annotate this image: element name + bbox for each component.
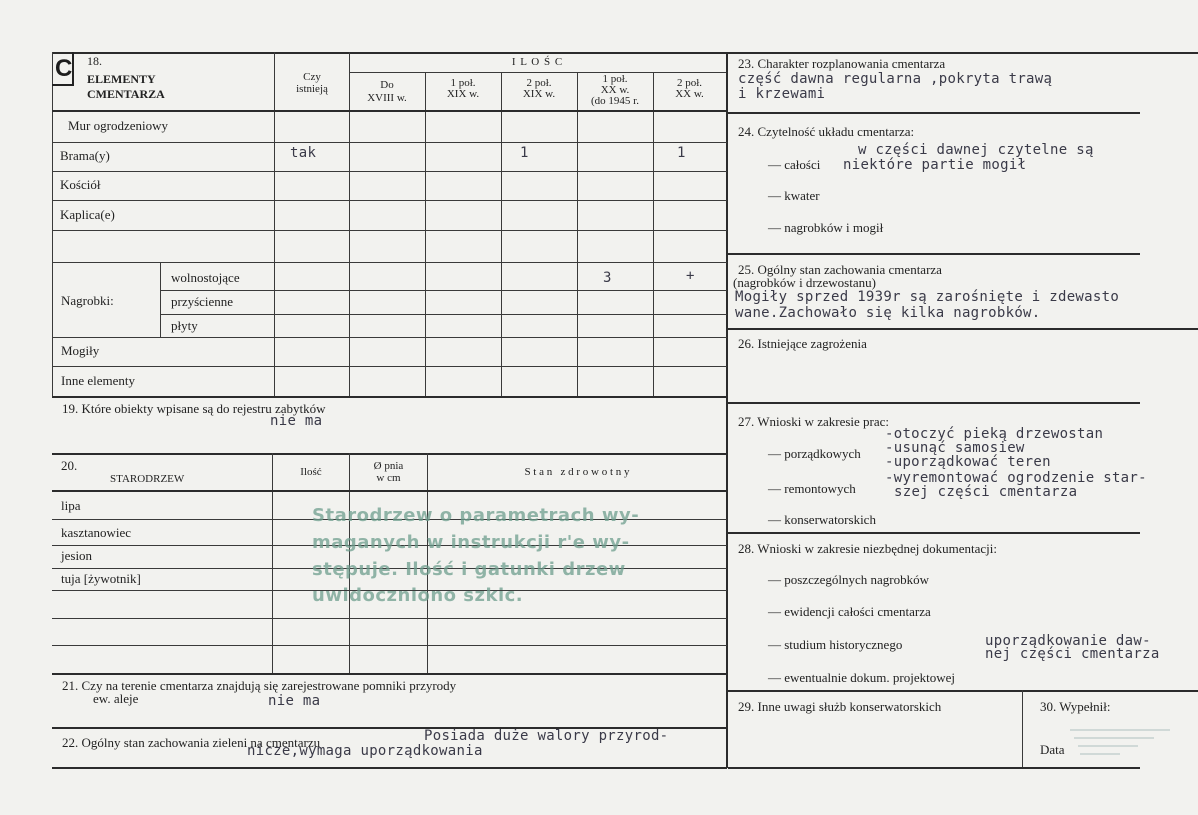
brama-czy-value: tak: [290, 145, 317, 161]
s27-label: 27. Wnioski w zakresie prac:: [738, 414, 890, 429]
section-number: 18.: [87, 54, 102, 68]
s28-studium: — studium historycznego: [768, 637, 903, 652]
section-title-line1: ELEMENTY: [87, 72, 156, 86]
s28-value-1: uporządkowanie daw-: [985, 633, 1151, 649]
period-label: Do: [380, 79, 394, 91]
s27-value-1: -otoczyć pieką drzewostan: [885, 426, 1104, 442]
s27-value-2: -usunąć samosiew: [885, 440, 1025, 456]
s21-value: nie ma: [268, 693, 321, 709]
s27-porzadkowych: — porządkowych: [768, 446, 861, 461]
row-line: [52, 337, 727, 338]
row-brama: Brama(y): [60, 148, 110, 163]
row-line: [52, 262, 727, 263]
s24-calosci: — całości: [768, 157, 821, 172]
s27-value-5: szej części cmentarza: [894, 484, 1078, 500]
section-c-bottom: [52, 396, 727, 398]
s30-data: Data: [1040, 742, 1065, 757]
period-label: XX w.: [600, 84, 630, 96]
row-inne: Inne elementy: [61, 373, 135, 388]
col-line-3: [501, 72, 502, 397]
s29-s30-divider: [1022, 690, 1023, 768]
stamp-line: stępuje. Ilość i gatunki drzew: [312, 559, 626, 580]
s28-nagrobkow: — poszczególnych nagrobków: [768, 572, 930, 587]
tree-row: tuja [żywotnik]: [61, 571, 141, 586]
period-label: XX w.: [675, 88, 704, 100]
row-line: [52, 142, 727, 143]
s27-konserwatorskich: — konserwatorskich: [768, 512, 876, 527]
s20-ilosc-header: Ilość: [300, 466, 322, 478]
s22-value-1: Posiada duże walory przyrod-: [424, 728, 669, 744]
section-letter: C: [55, 55, 73, 82]
s25-sub: (nagrobków i drzewostanu): [733, 275, 876, 290]
czy-header-1: Czy: [303, 71, 321, 83]
col-line-5: [653, 72, 654, 397]
s20-pnia-header-2: w cm: [376, 472, 401, 484]
row-line: [52, 618, 727, 619]
row-przyscienne: przyścienne: [171, 294, 234, 309]
s20-pnia-header-1: Ø pnia: [373, 460, 404, 472]
s24-label: 24. Czytelność układu cmentarza:: [738, 124, 915, 139]
s23-value-1: część dawna regularna ,pokryta trawą: [738, 71, 1053, 87]
s20-header-bottom: [52, 490, 727, 492]
header-bottom: [52, 110, 727, 112]
period-label: (do 1945 r.: [591, 95, 639, 107]
brama-value-1: 1: [520, 145, 529, 161]
ilosc-underline: [349, 72, 726, 73]
row-mogily: Mogiły: [61, 343, 100, 358]
stamp-line: maganych w instrukcji r'e wy-: [312, 532, 630, 553]
period-label: 2 poł.: [526, 77, 552, 89]
s22-value-2: nicze,wymaga uporządkowania: [247, 743, 483, 759]
left-top-border: [52, 52, 727, 54]
s28-ewidencji: — ewidencji całości cmentarza: [768, 604, 931, 619]
s20-number: 20.: [61, 458, 78, 473]
s22-label: 22. Ogólny stan zachowania zieleni na cmentarzu: [62, 735, 321, 750]
s26-top: [728, 328, 1198, 330]
row-plyty: płyty: [171, 318, 198, 333]
s24-nagrobkow: — nagrobków i mogił: [768, 220, 884, 235]
s20-title: STARODRZEW: [110, 473, 185, 485]
row-wolnostojace: wolnostojące: [171, 270, 240, 285]
wolnostojace-value-2: +: [686, 268, 695, 284]
center-divider: [726, 52, 728, 768]
period-label: XVIII w.: [367, 92, 407, 104]
tree-row: jesion: [61, 548, 93, 563]
s25-top: [728, 253, 1140, 255]
s27-remontowych: — remontowych: [768, 481, 856, 496]
row-nagrobki: Nagrobki:: [61, 293, 114, 308]
row-kosciol: Kościół: [60, 177, 101, 192]
tree-row: kasztanowiec: [61, 525, 132, 540]
period-label: XIX w.: [446, 88, 480, 100]
stamp-line: Starodrzew o parametrach wy-: [312, 505, 640, 526]
s24-value-1: w części dawnej czytelne są: [858, 142, 1094, 158]
left-bottom: [52, 767, 727, 769]
s20-col-1: [272, 453, 273, 673]
nagrobki-divider: [160, 262, 161, 337]
s19-value: nie ma: [270, 413, 323, 429]
s21-label: 21. Czy na terenie cmentarza znajdują się zarejestrowane pomniki przyrody: [62, 678, 457, 693]
s21-sub: ew. aleje: [93, 691, 139, 706]
row-mur: Mur ogrodzeniowy: [68, 118, 169, 133]
tree-row: lipa: [61, 498, 81, 513]
s24-kwater: — kwater: [768, 188, 820, 203]
brama-value-2: 1: [677, 145, 686, 161]
period-label: 1 poł.: [450, 77, 476, 89]
section-title-line2: CMENTARZA: [87, 87, 165, 101]
row-kaplica: Kaplica(e): [60, 207, 115, 222]
s25-value-2: wane.Zachowało się kilka nagrobków.: [735, 305, 1041, 321]
s24-top: [728, 112, 1140, 114]
signature-stamp: [1060, 725, 1180, 763]
s26-label: 26. Istniejące zagrożenia: [738, 336, 867, 351]
s27-top: [728, 402, 1140, 404]
s20-stan-header: S t a n z d r o w o t n y: [524, 466, 630, 478]
s20-top: [52, 453, 727, 455]
ilosc-header: I L O Ś C: [511, 56, 564, 68]
row-line: [160, 290, 727, 291]
s25-label: 25. Ogólny stan zachowania cmentarza: [738, 262, 942, 277]
stamp-line: uwidoczniono szkic.: [312, 585, 524, 606]
s28-projektowej: — ewentualnie dokum. projektowej: [768, 670, 956, 685]
left-border-top: [52, 52, 53, 397]
s21-top: [52, 673, 727, 675]
col-line-czy: [274, 52, 275, 397]
s28-top: [728, 532, 1140, 534]
row-line: [52, 200, 727, 201]
s25-value-1: Mogiły sprzed 1939r są zarośnięte i zdewasto: [735, 289, 1120, 305]
s23-label: 23. Charakter rozplanowania cmentarza: [738, 56, 946, 71]
right-bottom: [728, 767, 1140, 769]
s24-value-2: niektóre partie mogił: [843, 157, 1027, 173]
period-label: XIX w.: [522, 88, 556, 100]
s30-label: 30. Wypełnił:: [1040, 699, 1111, 714]
s27-value-3: -uporządkować teren: [885, 454, 1051, 470]
s19-label: 19. Które obiekty wpisane są do rejestru zabytków: [62, 401, 326, 416]
col-line-4: [577, 72, 578, 397]
row-line: [160, 314, 727, 315]
row-line: [52, 645, 727, 646]
row-line: [52, 366, 727, 367]
col-line-2: [425, 72, 426, 397]
period-label: 1 poł.: [602, 73, 628, 85]
s28-label: 28. Wnioski w zakresie niezbędnej dokumentacji:: [738, 541, 997, 556]
czy-header-2: istnieją: [296, 83, 328, 95]
s28-value-2: nej części cmentarza: [985, 646, 1160, 662]
row-line: [52, 171, 727, 172]
right-top: [728, 52, 1198, 54]
s27-value-4: -wyremontować ogrodzenie star-: [885, 470, 1147, 486]
wolnostojace-value-1: 3: [603, 270, 612, 286]
s23-value-2: i krzewami: [738, 86, 826, 102]
s29-label: 29. Inne uwagi służb konserwatorskich: [738, 699, 942, 714]
period-label: 2 poł.: [676, 77, 703, 89]
row-line: [52, 230, 727, 231]
s29-top: [728, 690, 1198, 692]
